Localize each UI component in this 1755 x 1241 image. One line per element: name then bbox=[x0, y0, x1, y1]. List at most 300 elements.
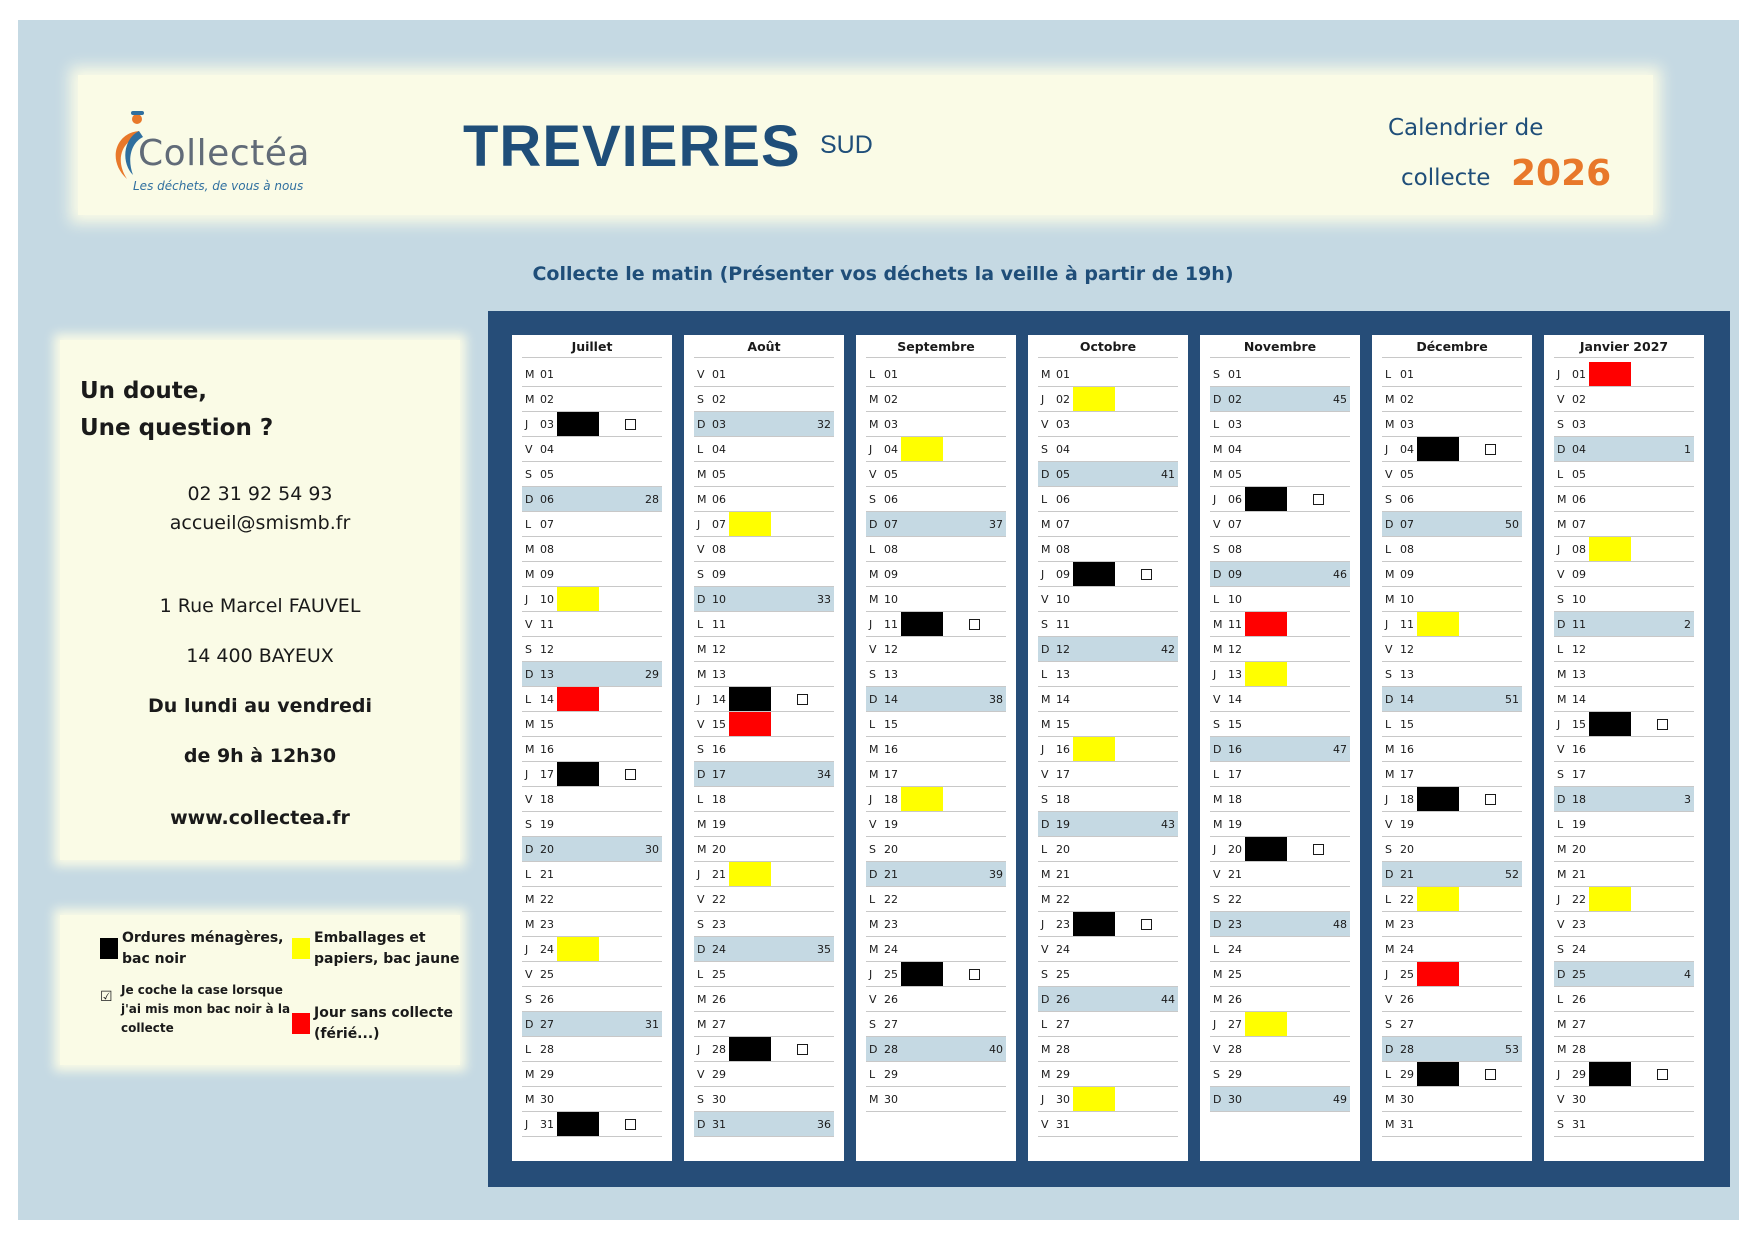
day-row bbox=[1038, 587, 1178, 612]
day-row bbox=[694, 1037, 834, 1062]
day-number: 01 bbox=[1400, 368, 1414, 381]
day-letter: J bbox=[1213, 493, 1217, 506]
day-number: 11 bbox=[884, 618, 898, 631]
day-row bbox=[1554, 537, 1694, 562]
week-number: 42 bbox=[1161, 643, 1175, 656]
day-number: 03 bbox=[540, 418, 554, 431]
day-number: 25 bbox=[884, 968, 898, 981]
day-letter: D bbox=[697, 593, 706, 606]
legend-red-line1: Jour sans collecte bbox=[314, 1005, 454, 1021]
day-row bbox=[1554, 912, 1694, 937]
day-number: 27 bbox=[1572, 1018, 1586, 1031]
day-row bbox=[522, 1087, 662, 1112]
day-number: 27 bbox=[884, 1018, 898, 1031]
day-letter: L bbox=[697, 793, 704, 806]
day-number: 25 bbox=[540, 968, 554, 981]
legend-red-line2: (férié...) bbox=[314, 1026, 380, 1042]
day-row bbox=[1554, 987, 1694, 1012]
day-number: 26 bbox=[540, 993, 554, 1006]
day-number: 27 bbox=[712, 1018, 726, 1031]
day-number: 05 bbox=[1572, 468, 1586, 481]
yellow-bin-marker bbox=[1245, 1012, 1287, 1036]
day-number: 26 bbox=[712, 993, 726, 1006]
contact-days: Du lundi au vendredi bbox=[148, 695, 372, 717]
collection-checkbox[interactable] bbox=[625, 1119, 636, 1130]
no-collection-marker bbox=[1417, 962, 1459, 986]
day-row bbox=[1382, 887, 1522, 912]
collection-checkbox[interactable] bbox=[969, 619, 980, 630]
day-number: 25 bbox=[1400, 968, 1414, 981]
day-row bbox=[522, 837, 662, 862]
day-row bbox=[694, 1112, 834, 1137]
day-row bbox=[1210, 512, 1350, 537]
day-row bbox=[1210, 537, 1350, 562]
month-name: Janvier 2027 bbox=[1579, 339, 1669, 354]
logo-tagline: Les déchets, de vous à nous bbox=[133, 179, 304, 193]
day-row bbox=[1038, 487, 1178, 512]
day-number: 21 bbox=[1400, 868, 1414, 881]
month-header-divider bbox=[1554, 357, 1694, 358]
day-row bbox=[1210, 462, 1350, 487]
day-row bbox=[694, 1012, 834, 1037]
day-number: 30 bbox=[884, 1093, 898, 1106]
day-number: 19 bbox=[1572, 818, 1586, 831]
day-letter: M bbox=[1213, 618, 1223, 631]
day-letter: D bbox=[869, 693, 878, 706]
day-letter: D bbox=[1213, 918, 1222, 931]
day-row bbox=[1038, 512, 1178, 537]
day-row bbox=[866, 637, 1006, 662]
day-row bbox=[866, 537, 1006, 562]
day-number: 08 bbox=[712, 543, 726, 556]
day-letter: V bbox=[697, 893, 705, 906]
day-letter: M bbox=[869, 593, 879, 606]
day-letter: L bbox=[1041, 668, 1048, 681]
collection-checkbox[interactable] bbox=[969, 969, 980, 980]
day-row bbox=[1554, 887, 1694, 912]
day-row bbox=[1038, 1037, 1178, 1062]
day-row bbox=[1210, 737, 1350, 762]
day-letter: V bbox=[1557, 568, 1565, 581]
day-row bbox=[694, 587, 834, 612]
day-letter: M bbox=[525, 543, 535, 556]
day-letter: S bbox=[525, 818, 532, 831]
contact-street: 1 Rue Marcel FAUVEL bbox=[159, 595, 361, 617]
day-number: 21 bbox=[884, 868, 898, 881]
black-bin-marker bbox=[729, 1037, 771, 1061]
day-number: 25 bbox=[1228, 968, 1242, 981]
day-letter: M bbox=[1385, 1093, 1395, 1106]
day-number: 01 bbox=[712, 368, 726, 381]
day-letter: D bbox=[1557, 443, 1566, 456]
day-number: 12 bbox=[1228, 643, 1242, 656]
day-letter: S bbox=[1557, 593, 1564, 606]
day-letter: J bbox=[525, 768, 529, 781]
day-letter: D bbox=[525, 1018, 534, 1031]
day-letter: M bbox=[1385, 768, 1395, 781]
day-number: 26 bbox=[1572, 993, 1586, 1006]
day-number: 30 bbox=[1228, 1093, 1242, 1106]
day-number: 14 bbox=[540, 693, 554, 706]
day-letter: D bbox=[525, 493, 534, 506]
day-letter: J bbox=[525, 593, 529, 606]
week-number: 38 bbox=[989, 693, 1003, 706]
day-number: 09 bbox=[884, 568, 898, 581]
day-number: 04 bbox=[1228, 443, 1242, 456]
day-row bbox=[694, 962, 834, 987]
day-number: 08 bbox=[1400, 543, 1414, 556]
day-letter: D bbox=[697, 418, 706, 431]
day-row bbox=[1554, 862, 1694, 887]
day-number: 02 bbox=[1400, 393, 1414, 406]
day-row bbox=[694, 387, 834, 412]
week-number: 33 bbox=[817, 593, 831, 606]
collection-checkbox[interactable] bbox=[1313, 844, 1324, 855]
day-row bbox=[694, 812, 834, 837]
day-row bbox=[1210, 762, 1350, 787]
day-letter: M bbox=[1041, 518, 1051, 531]
day-number: 29 bbox=[1056, 1068, 1070, 1081]
contact-hours: de 9h à 12h30 bbox=[183, 745, 337, 767]
day-number: 24 bbox=[1400, 943, 1414, 956]
day-number: 19 bbox=[1228, 818, 1242, 831]
day-row bbox=[1554, 762, 1694, 787]
day-number: 05 bbox=[1056, 468, 1070, 481]
day-row bbox=[522, 687, 662, 712]
day-letter: D bbox=[1557, 618, 1566, 631]
day-letter: M bbox=[1041, 1068, 1051, 1081]
day-number: 14 bbox=[1228, 693, 1242, 706]
week-number: 40 bbox=[989, 1043, 1003, 1056]
day-number: 13 bbox=[1400, 668, 1414, 681]
collection-checkbox[interactable] bbox=[1313, 494, 1324, 505]
day-number: 03 bbox=[1572, 418, 1586, 431]
day-letter: D bbox=[525, 843, 534, 856]
no-collection-marker bbox=[1589, 362, 1631, 386]
day-number: 03 bbox=[884, 418, 898, 431]
black-bin-marker bbox=[901, 612, 943, 636]
day-number: 31 bbox=[540, 1118, 554, 1131]
week-number: 44 bbox=[1161, 993, 1175, 1006]
no-collection-marker bbox=[729, 712, 771, 736]
day-row bbox=[1382, 1062, 1522, 1087]
day-row bbox=[1210, 1087, 1350, 1112]
day-row bbox=[1554, 712, 1694, 737]
day-row bbox=[1210, 787, 1350, 812]
day-row bbox=[1554, 587, 1694, 612]
day-number: 26 bbox=[884, 993, 898, 1006]
black-bin-marker bbox=[557, 1112, 599, 1136]
collection-checkbox[interactable] bbox=[1657, 719, 1668, 730]
day-number: 14 bbox=[1572, 693, 1586, 706]
collection-checkbox[interactable] bbox=[1141, 919, 1152, 930]
day-letter: J bbox=[1213, 668, 1217, 681]
day-number: 22 bbox=[540, 893, 554, 906]
day-letter: M bbox=[1213, 968, 1223, 981]
day-letter: V bbox=[1385, 643, 1393, 656]
day-number: 02 bbox=[1572, 393, 1586, 406]
day-number: 11 bbox=[712, 618, 726, 631]
collection-checkbox[interactable] bbox=[1657, 1069, 1668, 1080]
day-letter: L bbox=[869, 893, 876, 906]
day-letter: D bbox=[1385, 868, 1394, 881]
day-number: 20 bbox=[1056, 843, 1070, 856]
day-letter: L bbox=[697, 618, 704, 631]
day-letter: J bbox=[869, 968, 873, 981]
collection-checkbox[interactable] bbox=[625, 419, 636, 430]
day-letter: S bbox=[869, 668, 876, 681]
day-number: 01 bbox=[1056, 368, 1070, 381]
yellow-bin-marker bbox=[901, 437, 943, 461]
day-letter: J bbox=[869, 618, 873, 631]
day-letter: J bbox=[697, 518, 701, 531]
header-banner bbox=[78, 75, 1653, 215]
day-row bbox=[1554, 1062, 1694, 1087]
day-number: 11 bbox=[1056, 618, 1070, 631]
yellow-bin-marker bbox=[1245, 662, 1287, 686]
yellow-bin-marker bbox=[1589, 537, 1631, 561]
week-number: 37 bbox=[989, 518, 1003, 531]
day-number: 10 bbox=[1572, 593, 1586, 606]
town-title: TREVIERES bbox=[463, 114, 801, 179]
day-letter: V bbox=[1385, 818, 1393, 831]
day-number: 18 bbox=[1572, 793, 1586, 806]
day-letter: L bbox=[1385, 1068, 1392, 1081]
day-number: 15 bbox=[540, 718, 554, 731]
day-letter: M bbox=[525, 893, 535, 906]
day-letter: V bbox=[1213, 1043, 1221, 1056]
day-letter: M bbox=[525, 918, 535, 931]
day-number: 22 bbox=[1228, 893, 1242, 906]
day-row bbox=[1038, 662, 1178, 687]
day-number: 23 bbox=[712, 918, 726, 931]
day-letter: J bbox=[525, 418, 529, 431]
day-row bbox=[522, 912, 662, 937]
day-number: 16 bbox=[1056, 743, 1070, 756]
day-row bbox=[1210, 587, 1350, 612]
day-letter: M bbox=[869, 568, 879, 581]
day-letter: J bbox=[1557, 543, 1561, 556]
day-number: 28 bbox=[1572, 1043, 1586, 1056]
day-letter: V bbox=[869, 468, 877, 481]
day-row bbox=[866, 362, 1006, 387]
day-letter: M bbox=[1041, 693, 1051, 706]
day-row bbox=[1210, 962, 1350, 987]
day-number: 13 bbox=[1572, 668, 1586, 681]
week-number: 4 bbox=[1684, 968, 1691, 981]
day-number: 21 bbox=[1056, 868, 1070, 881]
day-row bbox=[1554, 787, 1694, 812]
week-number: 49 bbox=[1333, 1093, 1347, 1106]
week-number: 39 bbox=[989, 868, 1003, 881]
day-letter: M bbox=[525, 568, 535, 581]
day-row bbox=[522, 562, 662, 587]
yellow-bin-marker bbox=[1073, 737, 1115, 761]
day-number: 13 bbox=[884, 668, 898, 681]
legend-yellow-line2: papiers, bac jaune bbox=[314, 951, 460, 967]
day-row bbox=[694, 437, 834, 462]
day-number: 12 bbox=[540, 643, 554, 656]
day-number: 03 bbox=[1400, 418, 1414, 431]
day-letter: S bbox=[1041, 968, 1048, 981]
day-letter: S bbox=[1385, 493, 1392, 506]
day-row bbox=[1210, 1012, 1350, 1037]
day-number: 09 bbox=[540, 568, 554, 581]
day-letter: V bbox=[869, 993, 877, 1006]
day-number: 07 bbox=[1572, 518, 1586, 531]
day-number: 24 bbox=[1228, 943, 1242, 956]
day-row bbox=[866, 912, 1006, 937]
day-number: 04 bbox=[1400, 443, 1414, 456]
day-row bbox=[866, 737, 1006, 762]
day-row bbox=[1210, 612, 1350, 637]
day-letter: S bbox=[1213, 1068, 1220, 1081]
collection-checkbox[interactable] bbox=[1485, 1069, 1496, 1080]
day-letter: V bbox=[525, 443, 533, 456]
day-row bbox=[1210, 662, 1350, 687]
day-letter: J bbox=[1041, 918, 1045, 931]
day-number: 28 bbox=[1056, 1043, 1070, 1056]
day-number: 23 bbox=[1572, 918, 1586, 931]
day-number: 31 bbox=[1056, 1118, 1070, 1131]
day-row bbox=[1038, 1012, 1178, 1037]
day-row bbox=[1210, 387, 1350, 412]
day-number: 18 bbox=[1400, 793, 1414, 806]
day-row bbox=[866, 837, 1006, 862]
day-letter: V bbox=[1213, 693, 1221, 706]
day-row bbox=[1038, 462, 1178, 487]
day-letter: S bbox=[525, 468, 532, 481]
day-row bbox=[1210, 437, 1350, 462]
day-number: 01 bbox=[540, 368, 554, 381]
day-number: 28 bbox=[1400, 1043, 1414, 1056]
day-letter: L bbox=[1557, 468, 1564, 481]
day-number: 20 bbox=[1400, 843, 1414, 856]
day-letter: M bbox=[697, 843, 707, 856]
day-row bbox=[1554, 687, 1694, 712]
day-row bbox=[522, 587, 662, 612]
day-row bbox=[694, 837, 834, 862]
day-row bbox=[1554, 1012, 1694, 1037]
day-number: 10 bbox=[1400, 593, 1414, 606]
day-number: 19 bbox=[712, 818, 726, 831]
day-number: 17 bbox=[884, 768, 898, 781]
day-letter: J bbox=[1041, 568, 1045, 581]
day-number: 25 bbox=[712, 968, 726, 981]
day-letter: V bbox=[1557, 393, 1565, 406]
day-letter: M bbox=[1213, 443, 1223, 456]
day-number: 14 bbox=[884, 693, 898, 706]
day-letter: J bbox=[525, 1118, 529, 1131]
day-number: 22 bbox=[1400, 893, 1414, 906]
day-row bbox=[522, 762, 662, 787]
day-number: 06 bbox=[1400, 493, 1414, 506]
legend-black-line1: Ordures ménagères, bbox=[122, 930, 284, 946]
day-row bbox=[866, 1062, 1006, 1087]
day-row bbox=[1382, 512, 1522, 537]
collection-checkbox[interactable] bbox=[1485, 444, 1496, 455]
day-number: 13 bbox=[1228, 668, 1242, 681]
day-letter: M bbox=[1557, 693, 1567, 706]
day-number: 02 bbox=[884, 393, 898, 406]
day-row bbox=[1210, 812, 1350, 837]
day-row bbox=[1038, 1062, 1178, 1087]
day-letter: L bbox=[1213, 943, 1220, 956]
black-bin-marker bbox=[1245, 837, 1287, 861]
week-number: 35 bbox=[817, 943, 831, 956]
collection-checkbox[interactable] bbox=[797, 694, 808, 705]
day-row bbox=[522, 437, 662, 462]
day-row bbox=[522, 487, 662, 512]
yellow-bin-marker bbox=[1589, 887, 1631, 911]
legend-red-swatch bbox=[292, 1013, 310, 1034]
day-row bbox=[1382, 762, 1522, 787]
day-number: 23 bbox=[1228, 918, 1242, 931]
month-name: Septembre bbox=[897, 339, 975, 354]
day-number: 15 bbox=[1572, 718, 1586, 731]
day-number: 20 bbox=[712, 843, 726, 856]
day-letter: M bbox=[1041, 718, 1051, 731]
day-row bbox=[522, 387, 662, 412]
black-bin-marker bbox=[1073, 562, 1115, 586]
month-column bbox=[1028, 335, 1188, 1161]
day-number: 22 bbox=[712, 893, 726, 906]
day-row bbox=[522, 962, 662, 987]
day-letter: V bbox=[869, 643, 877, 656]
day-number: 07 bbox=[1228, 518, 1242, 531]
day-row bbox=[694, 1087, 834, 1112]
day-letter: M bbox=[1557, 843, 1567, 856]
day-letter: M bbox=[869, 943, 879, 956]
day-number: 15 bbox=[1056, 718, 1070, 731]
day-row bbox=[866, 462, 1006, 487]
day-number: 17 bbox=[1572, 768, 1586, 781]
collection-checkbox[interactable] bbox=[625, 769, 636, 780]
day-letter: L bbox=[1041, 493, 1048, 506]
day-letter: M bbox=[1213, 643, 1223, 656]
collection-checkbox[interactable] bbox=[1141, 569, 1152, 580]
day-letter: D bbox=[869, 1043, 878, 1056]
day-number: 06 bbox=[1056, 493, 1070, 506]
day-row bbox=[522, 462, 662, 487]
day-letter: S bbox=[697, 568, 704, 581]
day-letter: M bbox=[869, 1093, 879, 1106]
contact-panel bbox=[60, 340, 460, 860]
day-number: 11 bbox=[1572, 618, 1586, 631]
day-letter: J bbox=[1557, 368, 1561, 381]
day-number: 09 bbox=[1056, 568, 1070, 581]
day-row bbox=[1038, 937, 1178, 962]
collection-checkbox[interactable] bbox=[1485, 794, 1496, 805]
day-letter: J bbox=[1385, 443, 1389, 456]
day-number: 25 bbox=[1572, 968, 1586, 981]
day-number: 24 bbox=[884, 943, 898, 956]
day-row bbox=[1382, 362, 1522, 387]
day-number: 03 bbox=[712, 418, 726, 431]
contact-website[interactable]: www.collectea.fr bbox=[170, 807, 350, 829]
day-letter: L bbox=[1385, 893, 1392, 906]
collection-checkbox[interactable] bbox=[797, 1044, 808, 1055]
day-letter: M bbox=[1557, 1043, 1567, 1056]
day-number: 05 bbox=[712, 468, 726, 481]
day-row bbox=[1038, 612, 1178, 637]
day-number: 21 bbox=[1228, 868, 1242, 881]
day-row bbox=[866, 1087, 1006, 1112]
day-row bbox=[522, 987, 662, 1012]
day-number: 14 bbox=[1056, 693, 1070, 706]
day-number: 09 bbox=[1400, 568, 1414, 581]
day-letter: S bbox=[697, 918, 704, 931]
